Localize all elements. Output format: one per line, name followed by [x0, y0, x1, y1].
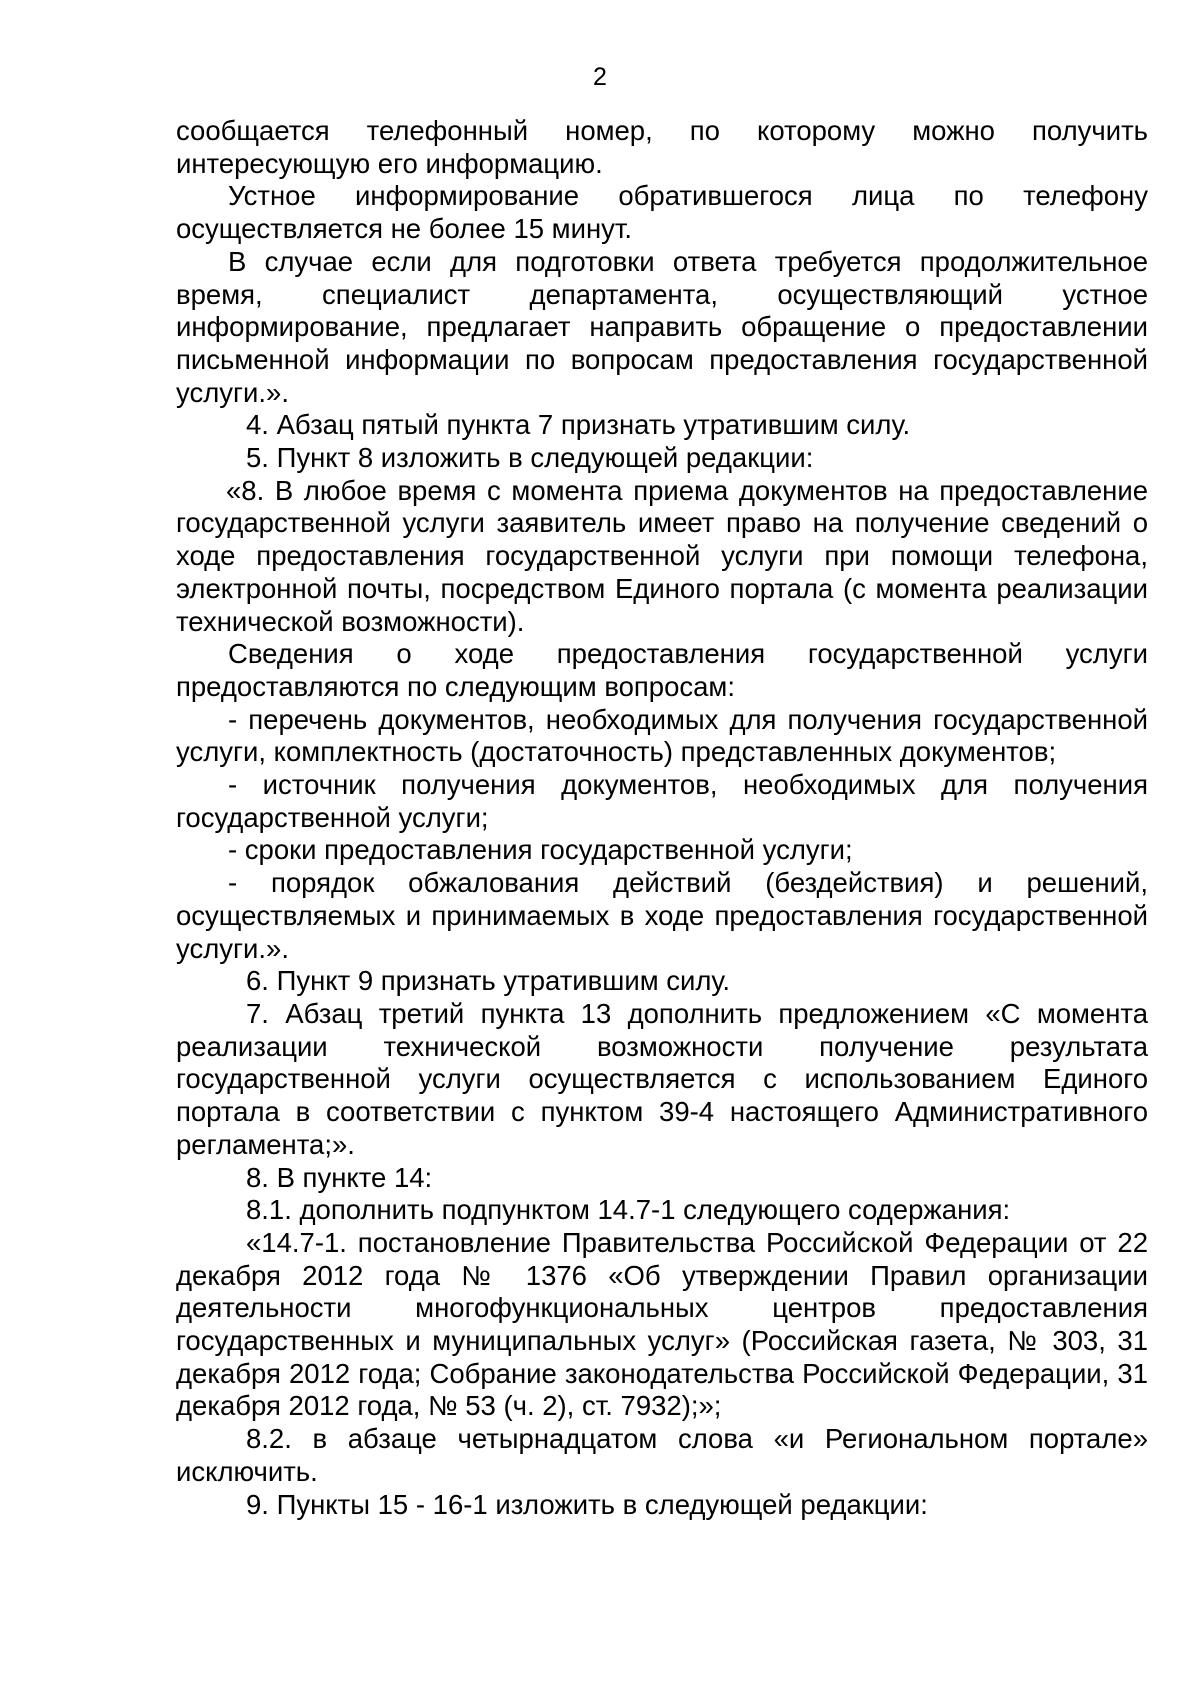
- document-body: [176, 115, 1148, 1521]
- paragraph: сообщается телефонный номер, по которому можно получить интересующую его информацию.: [176, 115, 1148, 179]
- quoted-paragraph: «8. В любое время с момента приема документов на предоставление государственной услуги заявитель имеет право на получение сведений о ходе предоставления государственной услуги при помощи телефона, электронной почты, посредством Единого портала (с момента реализации технической возможности).: [176, 474, 1148, 637]
- amendment-subitem: 8.2. в абзаце четырнадцатом слова «и Региональном портале» исключить.: [176, 1423, 1148, 1487]
- amendment-item: 6. Пункт 9 признать утратившим силу.: [246, 965, 731, 997]
- amendment-item: 7. Абзац третий пункта 13 дополнить предложением «С момента реализации технической возможности получение результата государственной услуги осуществляется с использованием Единого портала в соответствии с пунктом 39-4 настоящего Административного регламента;».: [176, 997, 1148, 1160]
- list-item: - источник получения документов, необходимых для получения государственной услуги;: [176, 769, 1148, 833]
- amendment-item: 9. Пункты 15 - 16-1 изложить в следующей редакции:: [246, 1488, 928, 1520]
- amendment-subitem: 8.1. дополнить подпунктом 14.7-1 следующего содержания:: [246, 1194, 1011, 1226]
- paragraph: Устное информирование обратившегося лица по телефону осуществляется не более 15 минут.: [176, 180, 1148, 245]
- list-item: - порядок обжалования действий (бездействия) и решений, осуществляемых и принимаемых в ходе предоставления государственной услуги.».: [176, 867, 1148, 964]
- amendment-item: 5. Пункт 8 изложить в следующей редакции:: [246, 442, 814, 474]
- quoted-paragraph: «14.7-1. постановление Правительства Российской Федерации от 22 декабря 2012 года № 1376 «Об утверждении Правил организации деятельности многофункциональных центров предоставления государственных и муниципальных услуг» (Российская газета, № 303, 31 декабря 2012 года; Собрание законодательства Российской Федерации, 31 декабря 2012 года, № 53 (ч. 2), ст. 7932);»;: [176, 1226, 1148, 1422]
- list-item: - сроки предоставления государственной услуги;: [228, 834, 853, 866]
- amendment-item: 4. Абзац пятый пункта 7 признать утратившим силу.: [246, 409, 911, 441]
- paragraph: Сведения о ходе предоставления государственной услуги предоставляются по следующим вопросам:: [176, 638, 1148, 702]
- page-number: 2: [593, 63, 607, 91]
- paragraph: В случае если для подготовки ответа требуется продолжительное время, специалист департамента, осуществляющий устное информирование, предлагает направить обращение о предоставлении письменной информации по вопросам предоставления государственной услуги.».: [176, 245, 1148, 408]
- list-item: - перечень документов, необходимых для получения государственной услуги, комплектность (достаточность) представленных документов;: [176, 703, 1148, 768]
- amendment-item: 8. В пункте 14:: [246, 1161, 433, 1193]
